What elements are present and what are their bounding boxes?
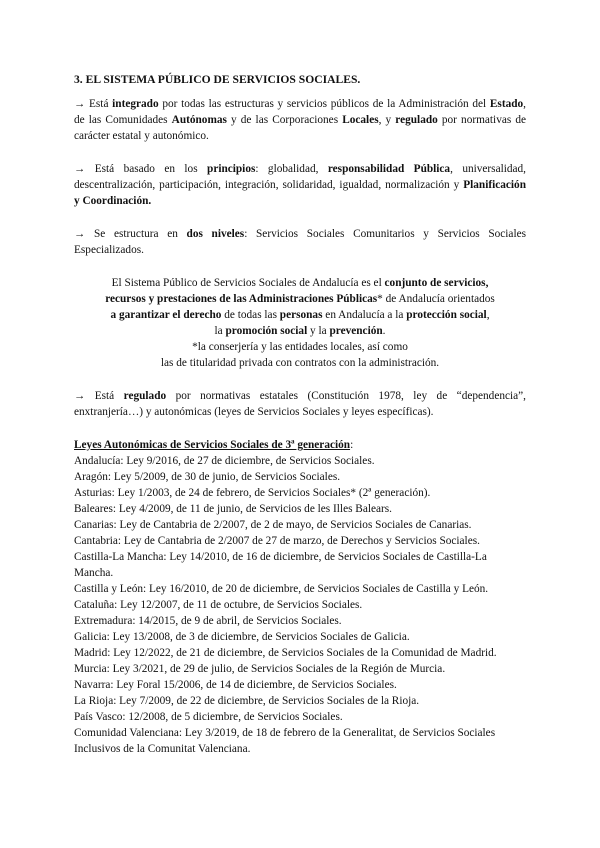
section-title: 3. EL SISTEMA PÚBLICO DE SERVICIOS SOCIALES. — [74, 73, 361, 86]
text-run: por normativas estatales (Constitución 1978, ley de “dependencia”, enxtranjería…) y autonómicas (leyes de Servicios Sociales y leyes específicas). — [74, 390, 526, 418]
definition-line — [74, 323, 526, 339]
bold-term: a garantizar el derecho — [110, 309, 222, 321]
bold-term: integrado — [112, 98, 159, 110]
paragraph-regulado — [74, 388, 526, 420]
bold-term: Locales — [342, 114, 379, 126]
paragraph-integrado — [74, 96, 526, 144]
text-run: de todas las — [221, 309, 280, 321]
laws-section — [74, 437, 526, 757]
law-item: La Rioja: Ley 7/2009, de 22 de diciembre, de Servicios Sociales de la Rioja. — [74, 695, 420, 707]
bold-term: conjunto de servicios, — [384, 277, 489, 289]
text-run: : — [350, 439, 354, 451]
text-run: → Se estructura en — [74, 228, 187, 240]
text-run: El Sistema Público de Servicios Sociales de Andalucía es el — [111, 277, 385, 289]
law-item: Asturias: Ley 1/2003, de 24 de febrero, de Servicios Sociales* (2ª generación). — [74, 487, 431, 499]
law-item: Navarra: Ley Foral 15/2006, de 14 de diciembre, de Servicios Sociales. — [74, 679, 397, 691]
law-item: Comunidad Valenciana: Ley 3/2019, de 18 de febrero de la Generalitat, de Servicios Sociales Inclusivos de la Comunitat Valenciana. — [74, 727, 496, 755]
laws-list — [74, 453, 526, 757]
law-item: Castilla y León: Ley 16/2010, de 20 de diciembre, de Servicios Sociales de Castilla y León. — [74, 583, 489, 595]
footnote-line: *la conserjería y las entidades locales, así como — [192, 341, 408, 353]
bold-term: responsabilidad Pública — [327, 163, 451, 175]
law-item: Madrid: Ley 12/2022, de 21 de diciembre, de Servicios Sociales de la Comunidad de Madrid. — [74, 647, 497, 659]
paragraph-niveles — [74, 226, 526, 258]
law-item: Extremadura: 14/2015, de 9 de abril, de Servicios Sociales. — [74, 615, 342, 627]
text-run: → Está basado en los — [74, 163, 208, 175]
text-run: : globalidad, — [255, 163, 328, 175]
law-item: Murcia: Ley 3/2021, de 29 de julio, de Servicios Sociales de la Región de Murcia. — [74, 663, 446, 675]
law-item: Baleares: Ley 4/2009, de 11 de junio, de Servicios de les Illes Balears. — [74, 503, 393, 515]
law-item: Aragón: Ley 5/2009, de 30 de junio, de Servicios Sociales. — [74, 471, 341, 483]
bold-term: Autónomas — [171, 114, 227, 126]
bold-term: dos niveles — [186, 228, 245, 240]
definition-line — [74, 275, 526, 291]
bold-term: prevención — [329, 325, 383, 337]
bold-term: promoción social — [225, 325, 308, 337]
law-item: Canarias: Ley de Cantabria de 2/2007, de 2 de mayo, de Servicios Sociales de Canarias. — [74, 519, 472, 531]
text-run: y la — [307, 325, 330, 337]
bold-term: principios — [207, 163, 256, 175]
text-run: → Está — [74, 390, 124, 402]
document-page — [74, 72, 526, 757]
bold-term: regulado — [123, 390, 167, 402]
text-run: → Está — [74, 98, 113, 110]
law-item: Castilla-La Mancha: Ley 14/2010, de 16 de diciembre, de Servicios Sociales de Castilla-La Mancha. — [74, 551, 487, 579]
bold-term: personas — [279, 309, 323, 321]
bold-term: recursos y prestaciones de las Administraciones Públicas — [105, 293, 378, 305]
law-item: Andalucía: Ley 9/2016, de 27 de diciembre, de Servicios Sociales. — [74, 455, 375, 467]
footnote-line: las de titularidad privada con contratos con la administración. — [160, 357, 440, 369]
law-item: País Vasco: 12/2008, de 5 diciembre, de Servicios Sociales. — [74, 711, 343, 723]
law-item: Cantabria: Ley de Cantabria de 2/2007 de 27 de marzo, de Derechos y Servicios Sociales. — [74, 535, 480, 547]
text-run: , — [486, 309, 490, 321]
text-run: : Servicios Sociales Comunitarios y Servicios Sociales Especializados. — [74, 228, 526, 256]
text-run: y de las Corporaciones — [226, 114, 343, 126]
definition-line — [74, 307, 526, 323]
text-run: en Andalucía a la — [322, 309, 407, 321]
bold-term: regulado — [395, 114, 438, 126]
law-item: Cataluña: Ley 12/2007, de 11 de octubre, de Servicios Sociales. — [74, 599, 363, 611]
definition-line — [74, 291, 526, 307]
text-run: , y — [378, 114, 396, 126]
laws-title: Leyes Autonómicas de Servicios Sociales de 3ª generación — [74, 439, 351, 451]
law-item: Galicia: Ley 13/2008, de 3 de diciembre, de Servicios Sociales de Galicia. — [74, 631, 410, 643]
bold-term: Estado — [489, 98, 524, 110]
laws-heading — [74, 437, 526, 453]
bold-term: protección social — [406, 309, 487, 321]
text-run: por todas las estructuras y servicios públicos de la Administración del — [158, 98, 490, 110]
paragraph-principios — [74, 161, 526, 209]
text-run: la — [214, 325, 226, 337]
text-run: , de las Comunidades — [74, 98, 526, 126]
text-run: por normativas de carácter estatal y autonómico. — [74, 114, 527, 142]
text-run: , universalidad, descentralización, participación, integración, solidaridad, igualdad, normalización y — [74, 163, 526, 191]
bold-term: Planificación y Coordinación. — [74, 179, 526, 207]
text-run: * de Andalucía orientados — [377, 293, 495, 305]
text-run: . — [382, 325, 386, 337]
definition-block — [74, 275, 526, 371]
